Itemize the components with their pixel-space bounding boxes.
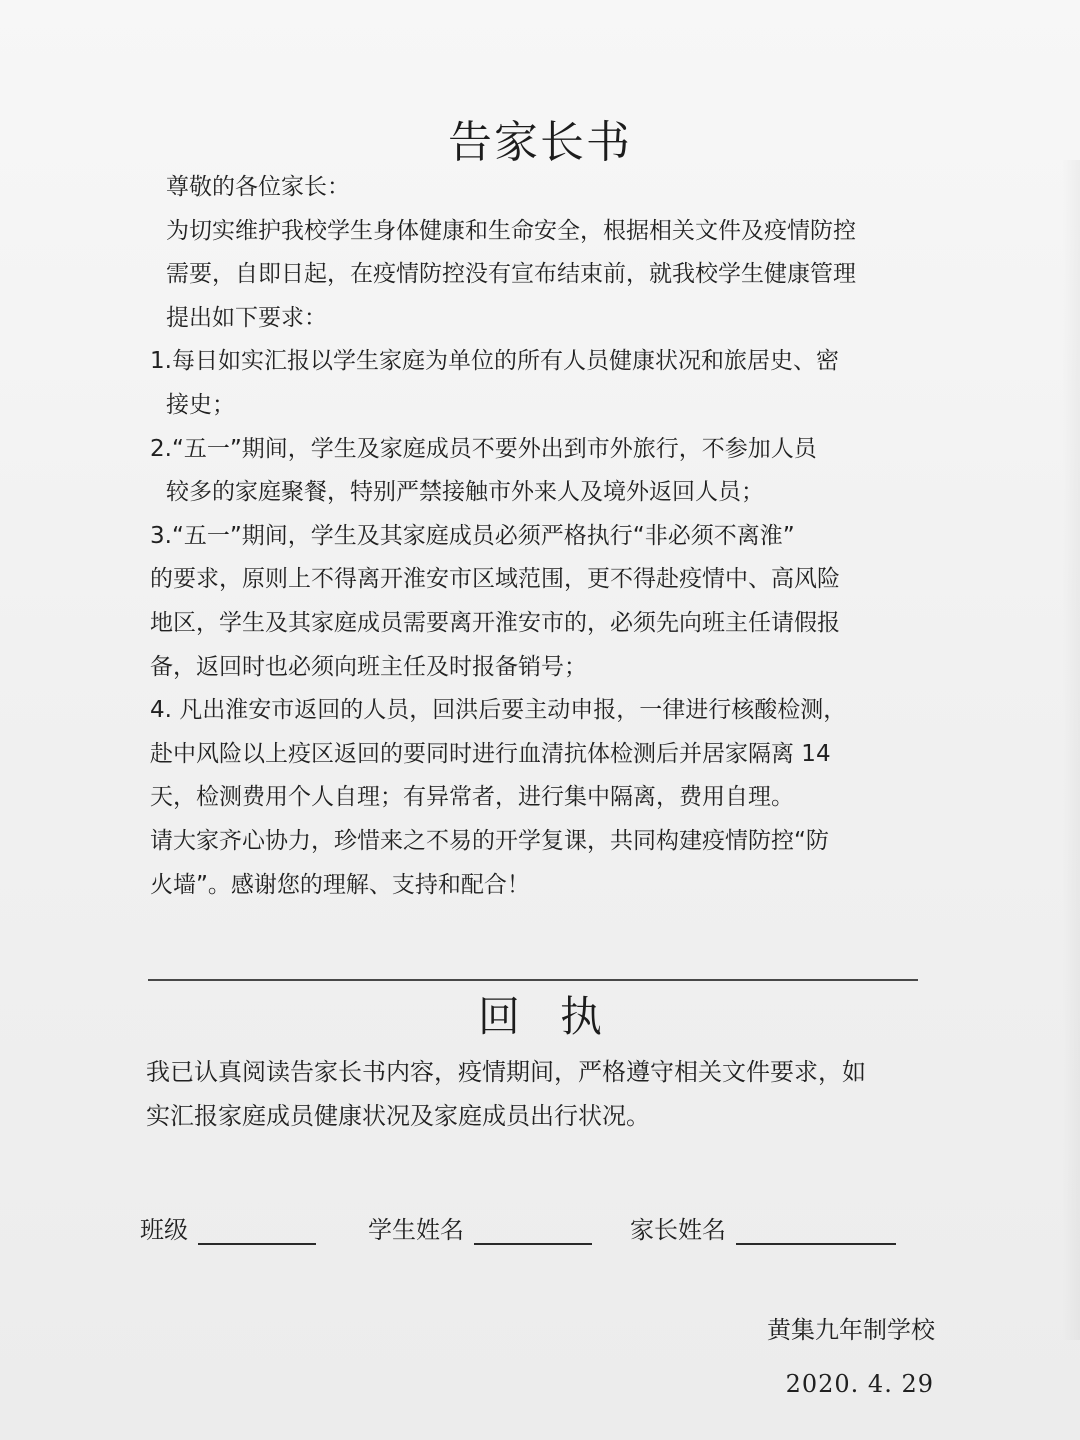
parent-name-field [630,1205,896,1245]
salutation: 尊敬的各位家长： [166,174,350,200]
requirement-1-line: 1.每日如实汇报以学生家庭为单位的所有人员健康状况和旅居史、密 [150,348,839,375]
requirement-2-line: 2.“五一”期间，学生及家庭成员不要外出到市外旅行，不参加人员 [150,435,817,462]
student-name-field [368,1205,592,1245]
letter-line: 为切实维护我校学生身体健康和生命安全，根据相关文件及疫情防控 [166,217,856,244]
student-name-blank-line[interactable] [474,1215,592,1245]
requirement-3-line: 3.“五一”期间，学生及其家庭成员必须严格执行“非必须不离淮” [150,522,795,549]
requirement-2-line: 较多的家庭聚餐，特别严禁接触市外来人及境外返回人员； [166,479,764,506]
requirement-1-line: 接史； [166,391,235,418]
requirement-3-line: 的要求，原则上不得离开淮安市区域范围，更不得赴疫情中、高风险 [150,566,840,593]
closing-line: 请大家齐心协力，珍惜来之不易的开学复课，共同构建疫情防控“防 [150,827,829,854]
receipt-line: 实汇报家庭成员健康状况及家庭成员出行状况。 [146,1102,650,1130]
requirement-4-line: 天，检测费用个人自理；有异常者，进行集中隔离，费用自理。 [150,784,794,811]
section-divider [148,979,918,981]
letter-line: 需要，自即日起，在疫情防控没有宣布结束前，就我校学生健康管理 [166,261,856,288]
letter-line: 提出如下要求： [166,304,327,331]
class-field [140,1205,316,1245]
receipt-statement [146,1050,926,1138]
letter-body [150,166,920,907]
letter-title: 告家长书 [448,117,632,168]
receipt-title: 回执 [477,992,642,1041]
school-signature: 黄集九年制学校 [767,1316,935,1344]
class-label: 班级 [140,1216,188,1244]
class-blank-line[interactable] [198,1215,316,1245]
requirement-4-line: 赴中风险以上疫区返回的要同时进行血清抗体检测后并居家隔离 14 [150,740,831,767]
parent-name-blank-line[interactable] [736,1215,896,1245]
signature-fields [140,1205,930,1245]
closing-line: 火墙”。感谢您的理解、支持和配合！ [150,871,530,898]
document-date: 2020. 4. 29 [785,1370,934,1398]
requirement-3-line: 备，返回时也必须向班主任及时报备销号； [150,653,587,680]
requirement-3-line: 地区，学生及其家庭成员需要离开淮安市的，必须先向班主任请假报 [150,609,840,636]
parent-name-label: 家长姓名 [630,1216,726,1244]
student-name-label: 学生姓名 [368,1216,464,1244]
receipt-line: 我已认真阅读告家长书内容，疫情期间，严格遵守相关文件要求，如 [146,1058,866,1086]
requirement-4-line: 4. 凡出淮安市返回的人员，回洪后要主动申报，一律进行核酸检测， [150,697,847,724]
